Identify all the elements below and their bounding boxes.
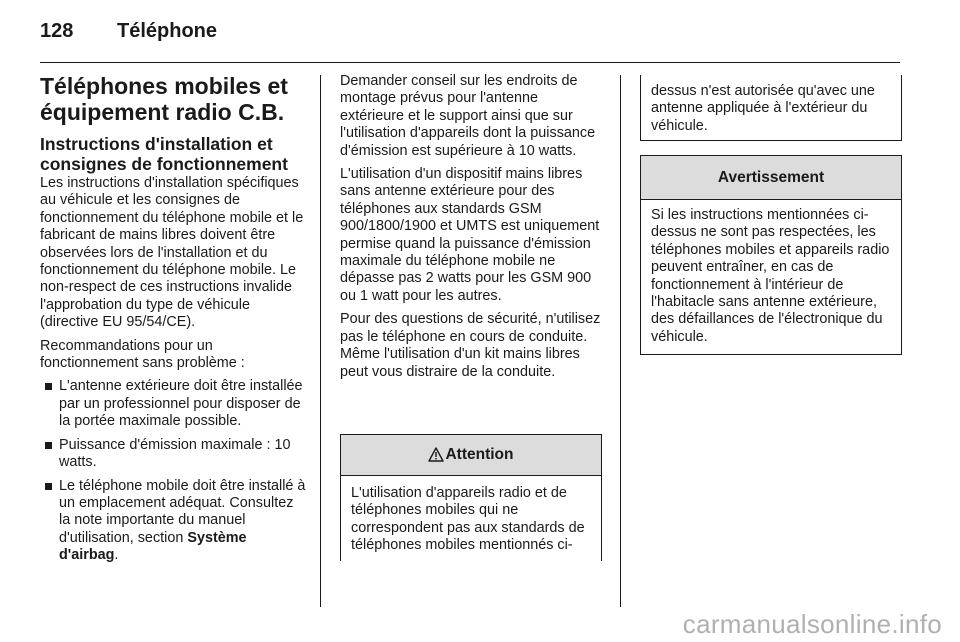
attention-box [340,434,602,561]
handsfree-paragraph: L'utilisation d'un dispositif mains libres sans antenne extérieure pour des téléphones aux standards GSM 900/1800/1900 et UMTS est uniquement permise quand la puissance d'émission maximale du téléphone mobile ne dépasse pas 2 watts pour les GSM 900 ou 1 watt pour les autres. [340,166,600,304]
attention-box-continued [640,75,902,141]
column-2 [340,73,602,387]
warning-box [640,155,902,355]
recommendations-list [40,378,308,564]
safety-paragraph: Pour des questions de sécurité, n'utilisez pas le téléphone en cours de conduite. Même l'utilisation d'un kit mains libres peut vous distraire de la conduite. [340,311,601,380]
section-subtitle: Instructions d'installation et consignes de fonctionnement [40,134,288,174]
warning-triangle-icon [428,447,444,462]
column-1 [40,73,308,571]
square-bullet-icon [45,483,52,490]
list-item: Le téléphone mobile doit être installé à un emplacement adéquat. Consultez la note importante du manuel d'utilisation, section Système d'airbag. [40,478,308,565]
antenna-advice-paragraph: Demander conseil sur les endroits de montage prévus pour l'antenne extérieure et le support ainsi que sur l'utilisation d'appareils dont la puissance d'émission est supérieure à 10 watts. [340,73,596,159]
warning-body: Si les instructions mentionnées ci-dessus ne sont pas respectées, les téléphones mobiles et appareils radio peuvent entraîner, en cas de fonctionnement à l'intérieur de l'habitacle sans antenne extérieure, des défaillances de l'électronique du véhicule. [651,207,890,345]
page-number: 128 [40,20,74,42]
watermark: carmanualsonline.info [682,609,942,639]
list-item: Puissance d'émission maximale : 10 watts. [40,437,308,472]
airbag-section-link[interactable]: Système d'airbag [59,529,247,564]
recommendations-intro: Recommandations pour un fonctionnement sans problème : [40,337,245,372]
attention-header [341,435,601,476]
attention-continued-body: dessus n'est autorisée qu'avec une antenne appliquée à l'extérieur du véhicule. [651,83,875,134]
running-title: Téléphone [117,20,218,42]
column-divider-1 [320,75,321,607]
square-bullet-icon [45,383,52,390]
column-divider-2 [620,75,621,607]
header-rule [40,62,900,63]
attention-title: Attention [445,446,514,463]
installation-paragraph: Les instructions d'installation spécifiques au véhicule et les consignes de fonctionnement du téléphone mobile et le fabricant de mains libres doivent être observées lors de l'installation et du fonctionnement du téléphone mobile. Le non-respect de ces instructions invalide l'approbation du type de véhicule (directive EU 95/54/CE). [40,175,304,331]
section-title: Téléphones mobiles et équipement radio C.B. [40,73,288,125]
list-item: L'antenne extérieure doit être installée par un professionnel pour disposer de la portée maximale possible. [40,378,308,430]
square-bullet-icon [45,442,52,449]
warning-header: Avertissement [641,156,901,200]
attention-body: L'utilisation d'appareils radio et de téléphones mobiles qui ne correspondent pas aux standards de téléphones mobiles mentionnés ci- [351,485,585,554]
